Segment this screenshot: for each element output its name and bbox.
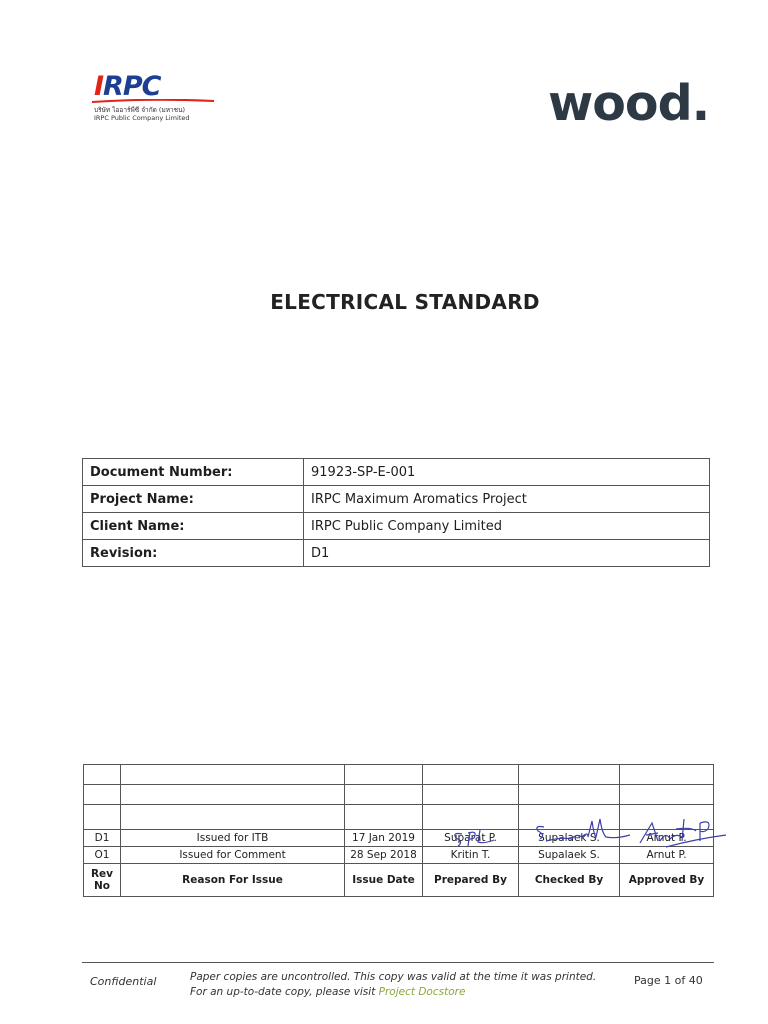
irpc-wordmark-i: I bbox=[94, 71, 104, 102]
rev-approved-by: Arnut P. bbox=[620, 847, 714, 864]
rev-checked-by: Supalaek S. bbox=[519, 830, 620, 847]
project-docstore-link[interactable]: Project Docstore bbox=[378, 986, 466, 998]
footer-divider bbox=[82, 962, 714, 963]
info-row-revision bbox=[83, 540, 710, 567]
prepared-by-signature bbox=[448, 826, 498, 850]
info-row-project-name bbox=[83, 486, 710, 513]
irpc-english-name: IRPC Public Company Limited bbox=[94, 114, 190, 122]
footer-note bbox=[190, 970, 596, 1000]
info-value: 91923-SP-E-001 bbox=[304, 459, 710, 486]
rev-reason: Issued for Comment bbox=[121, 847, 345, 864]
header-approved-by: Approved By bbox=[620, 864, 714, 897]
rev-number: D1 bbox=[84, 830, 121, 847]
approved-by-signature bbox=[636, 813, 728, 853]
footer-note-prefix: For an up-to-date copy, please visit bbox=[190, 986, 379, 998]
info-row-client-name bbox=[83, 513, 710, 540]
footer-confidential: Confidential bbox=[90, 975, 157, 988]
info-row-document-number bbox=[83, 459, 710, 486]
header-issue-date: Issue Date bbox=[345, 864, 423, 897]
document-title: ELECTRICAL STANDARD bbox=[270, 290, 540, 314]
irpc-thai-name: บริษัท ไออาร์พีซี จำกัด (มหาชน) bbox=[94, 106, 186, 114]
revision-row-empty bbox=[84, 785, 714, 805]
info-value: IRPC Public Company Limited bbox=[304, 513, 710, 540]
rev-date: 28 Sep 2018 bbox=[345, 847, 423, 864]
irpc-swoosh-icon bbox=[92, 99, 214, 103]
revision-row-empty bbox=[84, 765, 714, 785]
info-label: Project Name: bbox=[83, 486, 304, 513]
document-info-table bbox=[82, 458, 710, 567]
rev-number: O1 bbox=[84, 847, 121, 864]
rev-prepared-by: Kritin T. bbox=[423, 847, 519, 864]
info-value: IRPC Maximum Aromatics Project bbox=[304, 486, 710, 513]
footer-note-line1: Paper copies are uncontrolled. This copy was valid at the time it was printed. bbox=[190, 971, 597, 983]
irpc-logo bbox=[92, 72, 222, 124]
info-label: Client Name: bbox=[83, 513, 304, 540]
info-label: Document Number: bbox=[83, 459, 304, 486]
wood-logo: wood. bbox=[548, 75, 710, 132]
revision-header-row bbox=[84, 864, 714, 897]
footer-note-line2 bbox=[190, 985, 596, 1000]
header-checked-by: Checked By bbox=[519, 864, 620, 897]
header-rev-no: Rev No bbox=[84, 864, 121, 897]
rev-reason: Issued for ITB bbox=[121, 830, 345, 847]
irpc-wordmark-rest: RPC bbox=[103, 71, 161, 102]
info-label: Revision: bbox=[83, 540, 304, 567]
rev-checked-by: Supalaek S. bbox=[519, 847, 620, 864]
checked-by-signature bbox=[532, 815, 632, 851]
rev-prepared-by: Suparat P. bbox=[423, 830, 519, 847]
page-number: Page 1 of 40 bbox=[634, 974, 703, 987]
header-reason: Reason For Issue bbox=[121, 864, 345, 897]
rev-approved-by: Arnut P. bbox=[620, 830, 714, 847]
rev-date: 17 Jan 2019 bbox=[345, 830, 423, 847]
header-prepared-by: Prepared By bbox=[423, 864, 519, 897]
info-value: D1 bbox=[304, 540, 710, 567]
irpc-wordmark bbox=[94, 72, 160, 102]
